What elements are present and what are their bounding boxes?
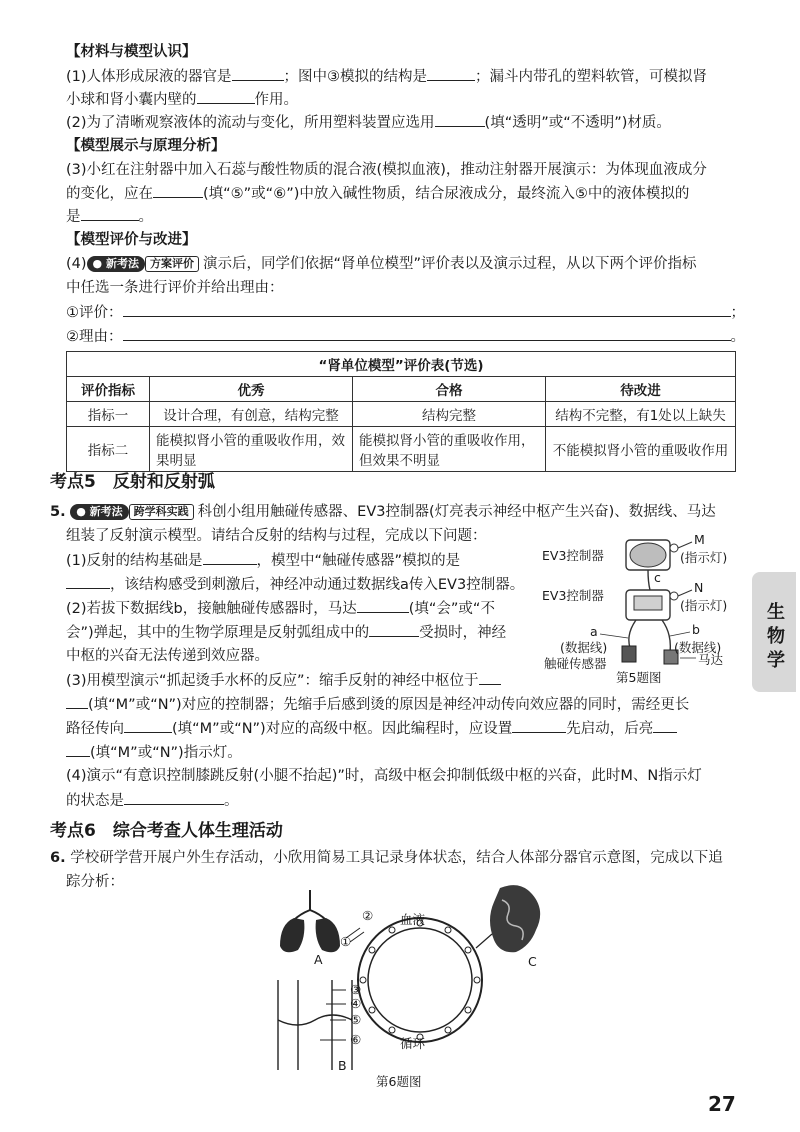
q5-number: 5. <box>50 504 66 520</box>
answer-blank[interactable] <box>66 574 110 589</box>
eval-label: ①评价： <box>66 305 123 321</box>
q5-text: (3)用模型演示“抓起烫手水杯的反应”：缩手反射的神经中枢位于 <box>66 673 479 689</box>
q1-text-c: ；漏斗内带孔的塑料软管，可模拟肾 <box>475 69 708 85</box>
new-method-tag: ● 新考法 <box>87 256 145 272</box>
eval-answer-line <box>66 302 746 323</box>
reason-end: 。 <box>730 329 745 345</box>
q5-text: ，该结构感受到刺激后，神经冲动通过数据线a传入EV3控制器。 <box>110 577 525 593</box>
q1-text-a: (1)人体形成尿液的器官是 <box>66 69 232 85</box>
circulation-dots-icon <box>360 920 480 1040</box>
question-3-line-2 <box>66 183 746 204</box>
answer-blank[interactable] <box>197 89 255 104</box>
table-header: 待改进 <box>546 377 736 402</box>
indicator-lamp-n-icon <box>670 592 678 600</box>
new-method-label: 新考法 <box>89 505 123 518</box>
c-label: c <box>654 570 661 585</box>
new-method-tag: ● 新考法 <box>70 504 128 520</box>
q5-line-8 <box>66 670 536 691</box>
q5-text: (填“M”或“N”)对应的高级中枢。因此编程时，应设置 <box>172 721 513 737</box>
q5-text: 科创小组用触碰传感器、EV3控制器(灯亮表示神经中枢产生兴奋)、数据线、马达 <box>197 504 716 520</box>
q5-line-1 <box>50 502 730 522</box>
section-title-6: 考点6 综合考查人体生理活动 <box>50 821 283 841</box>
q5-line-13 <box>66 790 746 811</box>
a-line-label: (数据线) <box>560 640 608 655</box>
q6-line-2: 踪分析： <box>66 874 124 890</box>
reason-answer-line <box>66 326 746 347</box>
evaluation-table <box>66 351 736 472</box>
table-cell: 不能模拟肾小管的重吸收作用 <box>546 427 736 472</box>
motor-label: 马达 <box>698 652 724 667</box>
m-label: M <box>694 532 705 547</box>
figure-5 <box>540 532 750 685</box>
table-cell: 结构不完整，有1处以上缺失 <box>546 402 736 427</box>
answer-blank[interactable] <box>357 598 409 613</box>
q1-text-b: ；图中③模拟的结构是 <box>283 69 428 85</box>
right-lung-icon <box>316 918 340 952</box>
model-eval-heading: 【模型评价与改进】 <box>66 232 197 248</box>
answer-blank[interactable] <box>479 670 501 685</box>
q1-text-d: 小球和肾小囊内壁的 <box>66 92 197 108</box>
q6-number: 6. <box>50 850 66 866</box>
blood-label: 血液 <box>400 912 426 927</box>
answer-blank[interactable] <box>123 326 731 341</box>
reason-label: ②理由： <box>66 329 123 345</box>
figure-6-caption: 第6题图 <box>376 1074 422 1089</box>
answer-blank[interactable] <box>123 302 731 317</box>
q5-line-2: 组装了反射演示模型。请结合反射的结构与过程，完成以下问题： <box>66 528 487 544</box>
subject-side-tab <box>752 572 796 692</box>
answer-blank[interactable] <box>427 66 475 81</box>
page-number: 27 <box>708 1092 736 1116</box>
q5-line-7: 中枢的兴奋无法传递到效应器。 <box>66 648 269 664</box>
q5-line-9 <box>66 694 746 715</box>
marker-4: ④ <box>350 996 362 1011</box>
q5-text: 的状态是 <box>66 793 124 809</box>
side-tab-char: 物 <box>767 626 785 647</box>
table-header: 优秀 <box>150 377 353 402</box>
answer-blank[interactable] <box>369 622 419 637</box>
left-lung-icon <box>280 918 304 952</box>
marker-2: ② <box>362 908 374 923</box>
answer-blank[interactable] <box>653 718 677 733</box>
q5-line-12: (4)演示“有意识控制膝跳反射(小腿不抬起)”时，高级中枢会抑制低级中枢的兴奋，此时M、N指示灯 <box>66 768 702 784</box>
materials-heading: 【材料与模型认识】 <box>66 44 197 60</box>
table-header-row <box>67 377 736 402</box>
answer-blank[interactable] <box>81 206 139 221</box>
table-cell: 设计合理，有创意，结构完整 <box>150 402 353 427</box>
table-row <box>67 402 736 427</box>
label-A: A <box>314 952 323 967</box>
q2-text-b: (填“透明”或“不透明”)材质。 <box>484 115 671 131</box>
model-show-heading: 【模型展示与原理分析】 <box>66 138 226 154</box>
q5-line-4 <box>66 574 536 595</box>
q2-text-a: (2)为了清晰观察液体的流动与变化，所用塑料装置应选用 <box>66 115 435 131</box>
question-1-line-2 <box>66 89 746 110</box>
q4-text-a: (4) <box>66 256 87 272</box>
ev3-screen-icon <box>634 596 662 610</box>
q5-text: (填“M”或“N”)对应的控制器；先缩手后感到烫的原因是神经冲动传向效应器的同时，需经更长 <box>88 697 690 713</box>
table-cell: 能模拟肾小管的重吸收作用，效果明显 <box>150 427 353 472</box>
question-3-line-1: (3)小红在注射器中加入石蕊与酸性物质的混合液(模拟血液)，推动注射器开展演示：为体现血液成分 <box>66 162 707 178</box>
m-lamp-label: (指示灯) <box>680 550 728 565</box>
label-B: B <box>338 1058 347 1073</box>
q5-text: 。 <box>224 793 239 809</box>
question-2-line <box>66 112 746 133</box>
sensor-label: 触碰传感器 <box>544 656 607 671</box>
table-header: 评价指标 <box>67 377 150 402</box>
ev3-top-label: EV3控制器 <box>542 548 604 563</box>
q5-line-6 <box>66 622 536 643</box>
question-4-line-2: 中任选一条进行评价并给出理由： <box>66 280 284 296</box>
table-cell: 指标一 <box>67 402 150 427</box>
b-line-label: (数据线) <box>674 640 722 655</box>
answer-blank[interactable] <box>124 790 224 805</box>
q5-line-10 <box>66 718 746 739</box>
question-3-line-3 <box>66 206 746 227</box>
figure-5-caption: 第5题图 <box>616 670 662 685</box>
side-tab-char: 生 <box>767 602 785 623</box>
q5-line-3 <box>66 550 536 571</box>
ev3-bottom-label: EV3控制器 <box>542 588 604 603</box>
answer-blank[interactable] <box>203 550 257 565</box>
q3-text-d: 是 <box>66 209 81 225</box>
new-method-label: 新考法 <box>105 257 139 270</box>
plan-eval-tag: 方案评价 <box>145 256 199 272</box>
answer-blank[interactable] <box>66 694 88 709</box>
answer-blank[interactable] <box>124 718 172 733</box>
figure-6 <box>250 880 570 1090</box>
table-title: “肾单位模型”评价表(节选) <box>67 352 736 377</box>
b-label: b <box>692 622 700 637</box>
question-4-line-1 <box>66 254 746 274</box>
q5-text: 路径传向 <box>66 721 124 737</box>
answer-blank[interactable] <box>66 742 90 757</box>
q5-line-11 <box>66 742 746 763</box>
cross-subject-tag: 跨学科实践 <box>129 504 194 520</box>
touch-sensor-icon <box>622 646 636 662</box>
q6-text: 学校研学营开展户外生存活动，小欣用简易工具记录身体状态，结合人体部分器官示意图，完成以下追 <box>70 850 723 866</box>
section-title-5: 考点5 反射和反射弧 <box>50 472 215 492</box>
small-intestine-icon <box>490 885 540 952</box>
marker-5: ⑤ <box>350 1012 362 1027</box>
answer-blank[interactable] <box>232 66 284 81</box>
q5-text: ，模型中“触碰传感器”模拟的是 <box>256 553 461 569</box>
a-label: a <box>590 624 598 639</box>
marker-3: ③ <box>350 982 362 997</box>
indicator-lamp-m-icon <box>670 544 678 552</box>
q4-text-b: 演示后，同学们依据“肾单位模型”评价表以及演示过程，从以下两个评价指标 <box>202 256 697 272</box>
q5-text: 会”)弹起，其中的生物学原理是反射弧组成中的 <box>66 625 370 641</box>
eval-end: ； <box>730 305 745 321</box>
q3-text-b: 的变化，应在 <box>66 186 153 202</box>
q5-text: 受损时，神经 <box>419 625 507 641</box>
label-C: C <box>528 954 537 969</box>
q5-text: (1)反射的结构基础是 <box>66 553 203 569</box>
q5-text: (2)若拔下数据线b，接触触碰传感器时，马达 <box>66 601 357 617</box>
table-cell: 能模拟肾小管的重吸收作用，但效果不明显 <box>353 427 546 472</box>
question-1-line-1 <box>66 66 746 87</box>
answer-blank[interactable] <box>435 112 485 127</box>
n-label: N <box>694 580 704 595</box>
blood-circulation-ring-icon <box>358 918 482 1042</box>
q3-text-c: (填“⑤”或“⑥”)中放入碱性物质，结合尿液成分，最终流入⑤中的液体模拟的 <box>203 186 690 202</box>
side-tab-char: 学 <box>767 650 785 671</box>
table-title-row <box>67 352 736 377</box>
answer-blank[interactable] <box>153 183 203 198</box>
q1-text-e: 作用。 <box>254 92 298 108</box>
table-cell: 结构完整 <box>353 402 546 427</box>
q5-text: (填“M”或“N”)指示灯。 <box>90 745 242 761</box>
marker-1: ① <box>340 934 352 949</box>
n-lamp-label: (指示灯) <box>680 598 728 613</box>
table-header: 合格 <box>353 377 546 402</box>
table-cell: 指标二 <box>67 427 150 472</box>
marker-6: ⑥ <box>350 1032 362 1047</box>
q6-line-1 <box>50 848 730 868</box>
q3-text-e: 。 <box>138 209 153 225</box>
q5-line-5 <box>66 598 536 619</box>
table-row <box>67 427 736 472</box>
q5-text: (填“会”或“不 <box>408 601 495 617</box>
circulation-label: 循环 <box>400 1036 426 1051</box>
q5-text: 先启动，后亮 <box>566 721 654 737</box>
answer-blank[interactable] <box>512 718 566 733</box>
brain-icon <box>630 543 666 567</box>
